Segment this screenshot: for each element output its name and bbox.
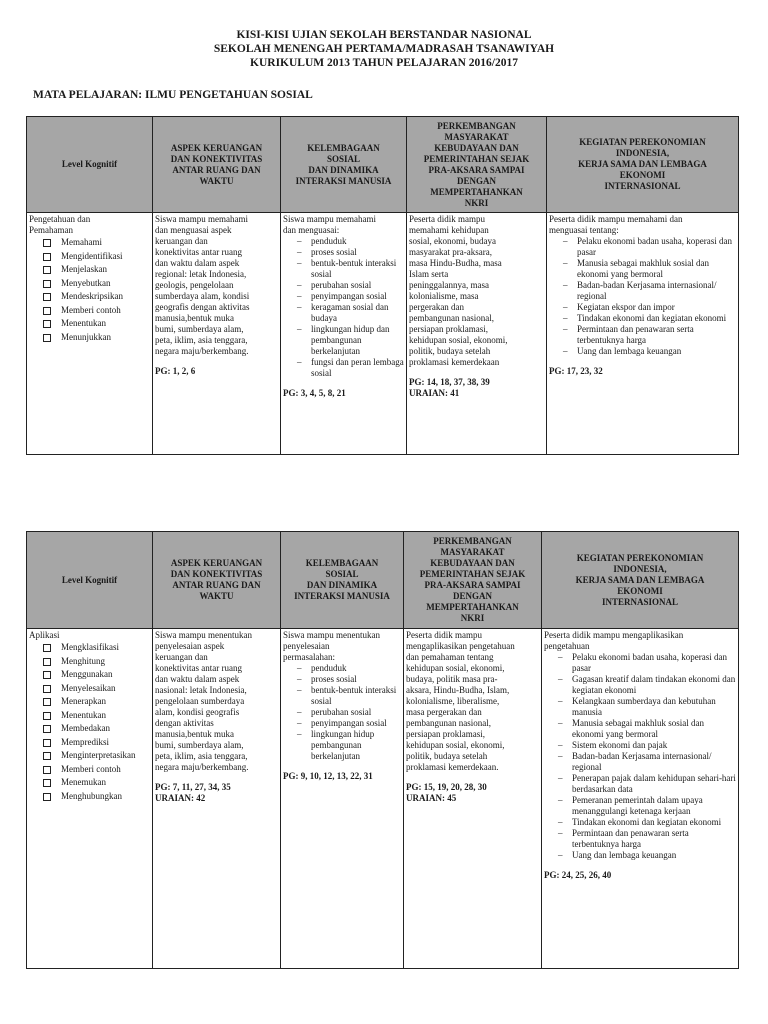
list-item: – Pelaku ekonomi badan usaha, koperasi dan pasar xyxy=(563,236,736,258)
topic-list xyxy=(283,236,404,379)
kelembagaan-cell xyxy=(281,213,407,455)
checkbox-list xyxy=(29,236,150,344)
ekonomi-cell xyxy=(542,629,739,969)
col-header-kelembagaan: KELEMBAGAAN SOSIAL DAN DINAMIKA INTERAKSI MANUSIA xyxy=(281,117,407,213)
question-numbers: PG: 1, 2, 6 xyxy=(155,366,196,376)
table-header-row xyxy=(27,117,739,213)
table-row xyxy=(27,629,739,969)
checkbox-item: Menghubungkan xyxy=(43,790,150,804)
list-item: – Gagasan kreatif dalam tindakan ekonomi dan kegiatan ekonomi xyxy=(558,674,736,696)
list-item: – Manusia sebagai makhluk sosial dan ekonomi yang bermoral xyxy=(563,258,736,280)
perkembangan-description: Peserta didik mampu memahami kehidupan sosial, ekonomi, budaya masyarakat pra-aksara, masa Hindu-Budha, masa Islam serta peninggalannya, masa kolonialisme, masa pergerakan dan pembangunan nasional, persiapan proklamasi, kehidupan sosial, ekonomi, politik, budaya setelah proklamasi kemerdekaan xyxy=(409,214,508,367)
kisi-table-2 xyxy=(26,531,739,969)
checkbox-item: Menentukan xyxy=(43,317,150,331)
table-header-row xyxy=(27,532,739,629)
level-title: Aplikasi xyxy=(29,630,60,640)
checkbox-item: Memberi contoh xyxy=(43,763,150,777)
list-item: – penyimpangan sosial xyxy=(297,718,401,729)
ekonomi-lead: Peserta didik mampu mengaplikasikan pengetahuan xyxy=(544,630,684,651)
level-title: Pengetahuan dan Pemahaman xyxy=(29,214,91,235)
list-item: – Kegiatan ekspor dan impor xyxy=(563,302,736,313)
col-header-ekonomi: KEGIATAN PEREKONOMIAN INDONESIA, KERJA SAMA DAN LEMBAGA EKONOMI INTERNASIONAL xyxy=(547,117,739,213)
kelembagaan-lead: Siswa mampu menentukan penyelesaian permasalahan: xyxy=(283,630,380,662)
list-item: – Pemeranan pemerintah dalam upaya menanggulangi ketenaga kerjaan xyxy=(558,795,736,817)
list-item: – keragaman sosial dan budaya xyxy=(297,302,404,324)
col-header-level: Level Kognitif xyxy=(27,532,153,629)
aspek-cell xyxy=(153,213,281,455)
col-header-kelembagaan: KELEMBAGAAN SOSIAL DAN DINAMIKA INTERAKSI MANUSIA xyxy=(281,532,404,629)
checkbox-item: Menginterpretasikan xyxy=(43,749,150,763)
list-item: – Uang dan lembaga keuangan xyxy=(558,850,736,861)
col-header-level: Level Kognitif xyxy=(27,117,153,213)
list-item: – penduduk xyxy=(297,236,404,247)
ekonomi-lead: Peserta didik mampu memahami dan menguasai tentang: xyxy=(549,214,683,235)
question-numbers: PG: 7, 11, 27, 34, 35 URAIAN: 42 xyxy=(155,782,231,803)
list-item: – bentuk-bentuk interaksi sosial xyxy=(297,685,401,707)
checkbox-item: Memberi contoh xyxy=(43,304,150,318)
col-header-aspek: ASPEK KERUANGAN DAN KONEKTIVITAS ANTAR RUANG DAN WAKTU xyxy=(153,532,281,629)
checkbox-item: Memprediksi xyxy=(43,736,150,750)
list-item: – Penerapan pajak dalam kehidupan sehari-hari berdasarkan data xyxy=(558,773,736,795)
checkbox-list xyxy=(29,641,150,803)
checkbox-item: Menerapkan xyxy=(43,695,150,709)
kelembagaan-cell xyxy=(281,629,404,969)
checkbox-item: Menyebutkan xyxy=(43,277,150,291)
list-item: – Badan-badan Kerjasama internasional/ regional xyxy=(563,280,736,302)
perkembangan-cell xyxy=(407,213,547,455)
list-item: – penduduk xyxy=(297,663,401,674)
checkbox-item: Menjelaskan xyxy=(43,263,150,277)
doc-title-line1: KISI-KISI UJIAN SEKOLAH BERSTANDAR NASIONAL xyxy=(236,29,532,41)
topic-list xyxy=(283,663,401,762)
col-header-perkembangan: PERKEMBANGAN MASYARAKAT KEBUDAYAAN DAN PEMERINTAHAN SEJAK PRA-AKSARA SAMPAI DENGAN MEMPERTAHANKAN NKRI xyxy=(407,117,547,213)
table-row xyxy=(27,213,739,455)
level-cell xyxy=(27,629,153,969)
question-numbers: PG: 15, 19, 20, 28, 30 URAIAN: 45 xyxy=(406,782,487,803)
checkbox-item: Menemukan xyxy=(43,776,150,790)
question-numbers: PG: 24, 25, 26, 40 xyxy=(544,870,612,880)
perkembangan-cell xyxy=(404,629,542,969)
doc-title-line3: KURIKULUM 2013 TAHUN PELAJARAN 2016/2017 xyxy=(250,57,518,69)
list-item: – bentuk-bentuk interaksi sosial xyxy=(297,258,404,280)
checkbox-item: Menghitung xyxy=(43,655,150,669)
checkbox-item: Mengklasifikasi xyxy=(43,641,150,655)
aspek-description: Siswa mampu memahami dan menguasai aspek keruangan dan konektivitas antar ruang dan waktu dalam aspek regional: letak Indonesia, geologis, pengelolaan sumberdaya alam, kondisi geografis dengan aktivitas manusia,bentuk muka bumi, sumberdaya alam, peta, iklim, asia tenggara, negara maju/berkembang. xyxy=(155,214,250,356)
list-item: – Permintaan dan penawaran serta terbentuknya harga xyxy=(558,828,736,850)
ekonomi-cell xyxy=(547,213,739,455)
kelembagaan-lead: Siswa mampu memahami dan menguasai: xyxy=(283,214,376,235)
subject-title: MATA PELAJARAN: ILMU PENGETAHUAN SOSIAL xyxy=(33,89,313,101)
question-numbers: PG: 3, 4, 5, 8, 21 xyxy=(283,388,346,398)
list-item: – fungsi dan peran lembaga sosial xyxy=(297,357,404,379)
question-numbers: PG: 17, 23, 32 xyxy=(549,366,603,376)
level-cell xyxy=(27,213,153,455)
list-item: – Tindakan ekonomi dan kegiatan ekonomi xyxy=(563,313,736,324)
aspek-cell xyxy=(153,629,281,969)
col-header-ekonomi: KEGIATAN PEREKONOMIAN INDONESIA, KERJA SAMA DAN LEMBAGA EKONOMI INTERNASIONAL xyxy=(542,532,739,629)
list-item: – perubahan sosial xyxy=(297,280,404,291)
checkbox-item: Mendeskripsikan xyxy=(43,290,150,304)
list-item: – Uang dan lembaga keuangan xyxy=(563,346,736,357)
aspek-description: Siswa mampu menentukan penyelesaian aspek keruangan dan konektivitas antar ruang dan waktu dalam aspek nasional: letak Indonesia, pengelolaan sumberdaya alam, kondisi geografis dengan aktivitas manusia,bentuk muka bumi, sumberdaya alam, peta, iklim, asia tenggara, negara maju/berkembang. xyxy=(155,630,252,772)
list-item: – Badan-badan Kerjasama internasional/ regional xyxy=(558,751,736,773)
col-header-perkembangan: PERKEMBANGAN MASYARAKAT KEBUDAYAAN DAN PEMERINTAHAN SEJAK PRA-AKSARA SAMPAI DENGAN MEMPERTAHANKAN NKRI xyxy=(404,532,542,629)
doc-title-line2: SEKOLAH MENENGAH PERTAMA/MADRASAH TSANAWIYAH xyxy=(213,43,555,55)
list-item: – Pelaku ekonomi badan usaha, koperasi dan pasar xyxy=(558,652,736,674)
list-item: – lingkungan hidup dan pembangunan berkelanjutan xyxy=(297,324,404,357)
list-item: – penyimpangan sosial xyxy=(297,291,404,302)
checkbox-item: Mengidentifikasi xyxy=(43,250,150,264)
topic-list xyxy=(544,652,736,861)
checkbox-item: Membedakan xyxy=(43,722,150,736)
checkbox-item: Menyelesaikan xyxy=(43,682,150,696)
topic-list xyxy=(549,236,736,357)
kisi-table-1 xyxy=(26,116,739,455)
list-item: – Tindakan ekonomi dan kegiatan ekonomi xyxy=(558,817,736,828)
list-item: – lingkungan hidup pembangunan berkelanjutan xyxy=(297,729,401,762)
list-item: – proses sosial xyxy=(297,674,401,685)
col-header-aspek: ASPEK KERUANGAN DAN KONEKTIVITAS ANTAR RUANG DAN WAKTU xyxy=(153,117,281,213)
question-numbers: PG: 9, 10, 12, 13, 22, 31 xyxy=(283,771,373,781)
list-item: – perubahan sosial xyxy=(297,707,401,718)
list-item: – Kelangkaan sumberdaya dan kebutuhan manusia xyxy=(558,696,736,718)
checkbox-item: Memahami xyxy=(43,236,150,250)
question-numbers: PG: 14, 18, 37, 38, 39 URAIAN: 41 xyxy=(409,377,490,398)
list-item: – Manusia sebagai makhluk sosial dan ekonomi yang bermoral xyxy=(558,718,736,740)
list-item: – Sistem ekonomi dan pajak xyxy=(558,740,736,751)
checkbox-item: Menunjukkan xyxy=(43,331,150,345)
checkbox-item: Menentukan xyxy=(43,709,150,723)
list-item: – Permintaan dan penawaran serta terbentuknya harga xyxy=(563,324,736,346)
perkembangan-description: Peserta didik mampu mengaplikasikan pengetahuan dan pemahaman tentang kehidupan sosial, ekonomi, budaya, politik masa pra- aksara, Hindu-Budha, Islam, kolonialisme, liberalisme, masa pergerakan dan pembangunan nasional, persiapan proklamasi, kehidupan sosial, ekonomi, politik, budaya setelah proklamasi kemerdekaan. xyxy=(406,630,515,772)
checkbox-item: Menggunakan xyxy=(43,668,150,682)
list-item: – proses sosial xyxy=(297,247,404,258)
